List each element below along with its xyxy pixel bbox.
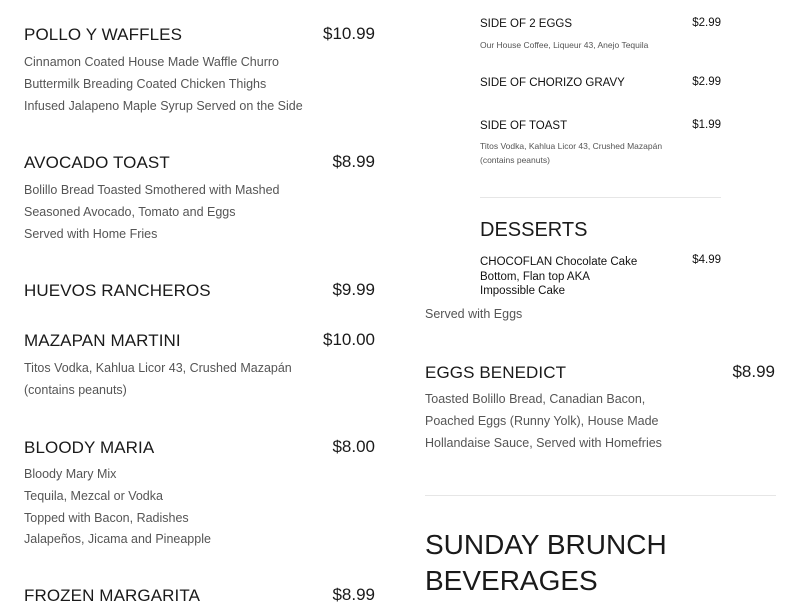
sides-overlay-panel: [460, 0, 740, 302]
menu-item-name: EGGS BENEDICT: [425, 363, 567, 382]
menu-item-price: $10.00: [323, 330, 375, 349]
side-item-name: SIDE OF TOAST: [480, 120, 568, 132]
menu-item-name: AVOCADO TOAST: [24, 153, 170, 172]
side-item-name: SIDE OF 2 EGGS: [480, 18, 573, 30]
dessert-item-price: $4.99: [692, 254, 721, 266]
side-item-price: $1.99: [692, 119, 721, 131]
menu-item-price: $8.99: [732, 362, 775, 381]
menu-item-description: Bloody Mary Mix Tequila, Mezcal or Vodka Topped with Bacon, Radishes Jalapeños, Jicama and Pineapple: [24, 467, 211, 547]
side-item-description: Titos Vodka, Kahlua Licor 43, Crushed Mazapán (contains peanuts): [480, 141, 663, 165]
menu-item-name: BLOODY MARIA: [24, 438, 155, 457]
section-divider: [425, 495, 776, 496]
section-divider: [480, 197, 721, 198]
menu-item-description: Cinnamon Coated House Made Waffle Churro Buttermilk Breading Coated Chicken Thighs Infused Jalapeno Maple Syrup Served on the Side: [24, 55, 303, 113]
side-item-price: $2.99: [692, 76, 721, 88]
menu-item-name: MAZAPAN MARTINI: [24, 331, 181, 350]
menu-item-name: HUEVOS RANCHEROS: [24, 281, 211, 300]
section-heading: SUNDAY BRUNCH BEVERAGES: [425, 529, 667, 596]
menu-item-description: Toasted Bolillo Bread, Canadian Bacon, Poached Eggs (Runny Yolk), House Made Hollandaise Sauce, Served with Homefries: [425, 392, 662, 450]
menu-item-price: $10.99: [323, 24, 375, 43]
menu-item-name: POLLO Y WAFFLES: [24, 25, 183, 44]
menu-item-description: Bolillo Bread Toasted Smothered with Mashed Seasoned Avocado, Tomato and Eggs Served with Home Fries: [24, 183, 280, 241]
menu-item-price: $9.99: [332, 280, 375, 299]
menu-item-description: Titos Vodka, Kahlua Licor 43, Crushed Mazapán (contains peanuts): [24, 361, 292, 397]
menu-item-price: $8.99: [332, 585, 375, 604]
side-item-name: SIDE OF CHORIZO GRAVY: [480, 77, 625, 89]
side-item-price: $2.99: [692, 17, 721, 29]
menu-item-price: $8.99: [332, 152, 375, 171]
menu-item-name: FROZEN MARGARITA: [24, 586, 201, 605]
dessert-item-name: CHOCOFLAN Chocolate Cake Bottom, Flan top AKA Impossible Cake: [480, 256, 638, 297]
side-item-description: Our House Coffee, Liqueur 43, Anejo Tequila: [480, 40, 649, 50]
menu-item-description: Served with Eggs: [425, 307, 523, 321]
desserts-heading: DESSERTS: [480, 219, 588, 241]
menu-item-price: $8.00: [332, 437, 375, 456]
